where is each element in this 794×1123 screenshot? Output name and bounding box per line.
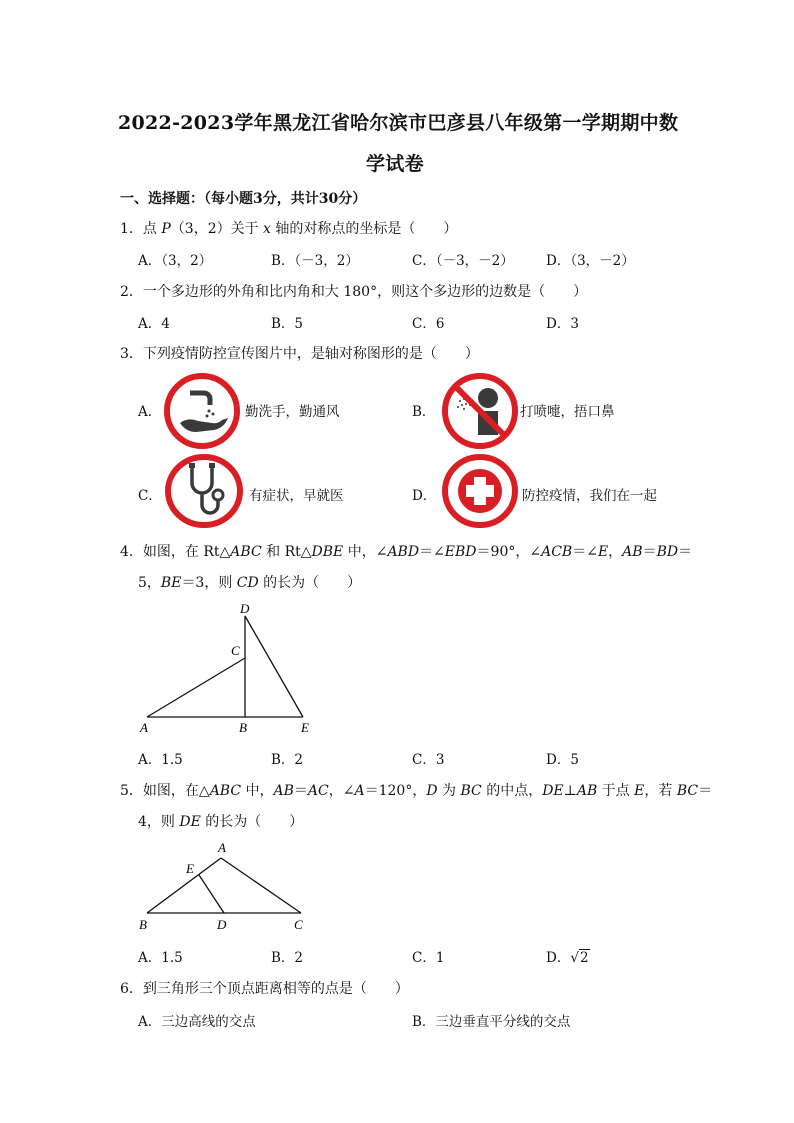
question-3-stem: 3．下列疫情防控宣传图片中，是轴对称图形的是（ ） [120, 346, 479, 362]
question-4-stem-line-2: 5，BE＝3，则 CD 的长为（ ） [138, 575, 362, 591]
question-6-stem: 6．到三角形三个顶点距离相等的点是（ ） [120, 981, 409, 997]
sqrt-radicand: 2 [579, 950, 589, 966]
q3-option-a: A． [138, 404, 162, 420]
title-line-1: 2022-2023学年黑龙江省哈尔滨市巴彦县八年级第一学期期中数 [118, 112, 679, 134]
q3-option-b: B． [412, 404, 436, 420]
q5-label-a: A [218, 840, 226, 855]
q3-caption-d: 防控疫情，我们在一起 [522, 488, 657, 504]
sqrt-symbol: √ [570, 950, 579, 966]
q4-option-a: A．1.5 [138, 752, 183, 768]
question-4-stem-line-1: 4．如图，在 Rt△ABC 和 Rt△DBE 中，∠ABD＝∠EBD＝90°，∠ACB＝∠E，AB＝BD＝ [120, 544, 693, 560]
section-header: 一、选择题：（每小题3分，共计30分） [120, 191, 367, 207]
q4-triangle-figure [135, 600, 325, 740]
handwash-sign-icon [162, 371, 242, 451]
q2-option-c: C．6 [412, 316, 445, 332]
q4-label-c: C [231, 643, 240, 658]
q1-option-b: B．（－3，2） [271, 253, 359, 269]
no-sneeze-sign-icon [440, 371, 520, 451]
q2-option-a: A．4 [138, 316, 170, 332]
question-2-stem: 2．一个多边形的外角和比内角和大 180°，则这个多边形的边数是（ ） [120, 284, 588, 300]
q5-option-c: C．1 [412, 950, 445, 966]
q6-option-a: A．三边高线的交点 [138, 1014, 256, 1030]
stethoscope-sign-icon [162, 453, 246, 529]
q1-option-a: A．（3，2） [138, 253, 213, 269]
q3-option-d: D． [412, 488, 437, 504]
q5-triangle-figure [135, 836, 315, 936]
q3-option-c: C． [138, 488, 162, 504]
q4-label-a: A [140, 720, 148, 735]
q1-option-c: C．（－3，－2） [412, 253, 514, 269]
red-cross-sign-icon [440, 453, 520, 529]
q6-option-b: B．三边垂直平分线的交点 [412, 1014, 571, 1030]
q4-option-b: B．2 [271, 752, 304, 768]
q5-label-e: E [186, 861, 194, 876]
q4-label-d: D [240, 601, 250, 616]
q4-label-e: E [301, 720, 309, 735]
q5-label-d: D [217, 917, 227, 932]
q2-option-d: D．3 [546, 316, 579, 332]
question-1-stem: 1．点 P（3，2）关于 x 轴的对称点的坐标是（ ） [120, 221, 458, 237]
question-5-stem-line-1: 5．如图，在△ABC 中，AB＝AC，∠A＝120°，D 为 BC 的中点，DE⊥AB 于点 E，若 BC＝ [120, 783, 713, 799]
q5-option-a: A．1.5 [138, 950, 183, 966]
q3-caption-c: 有症状，早就医 [249, 488, 344, 504]
title-line-2: 学试卷 [366, 153, 424, 175]
q5-label-b: B [139, 917, 147, 932]
q5-option-b: B．2 [271, 950, 304, 966]
q2-option-b: B．5 [271, 316, 304, 332]
q5-label-c: C [294, 917, 303, 932]
question-5-stem-line-2: 4，则 DE 的长为（ ） [138, 814, 304, 830]
q3-caption-b: 打喷嚏，捂口鼻 [520, 404, 615, 420]
q4-label-b: B [239, 720, 247, 735]
q4-option-d: D．5 [546, 752, 579, 768]
q5-option-d: D．√2 [546, 950, 589, 966]
q3-caption-a: 勤洗手，勤通风 [245, 404, 340, 420]
q4-option-c: C．3 [412, 752, 445, 768]
q1-option-d: D．（3，－2） [546, 253, 635, 269]
